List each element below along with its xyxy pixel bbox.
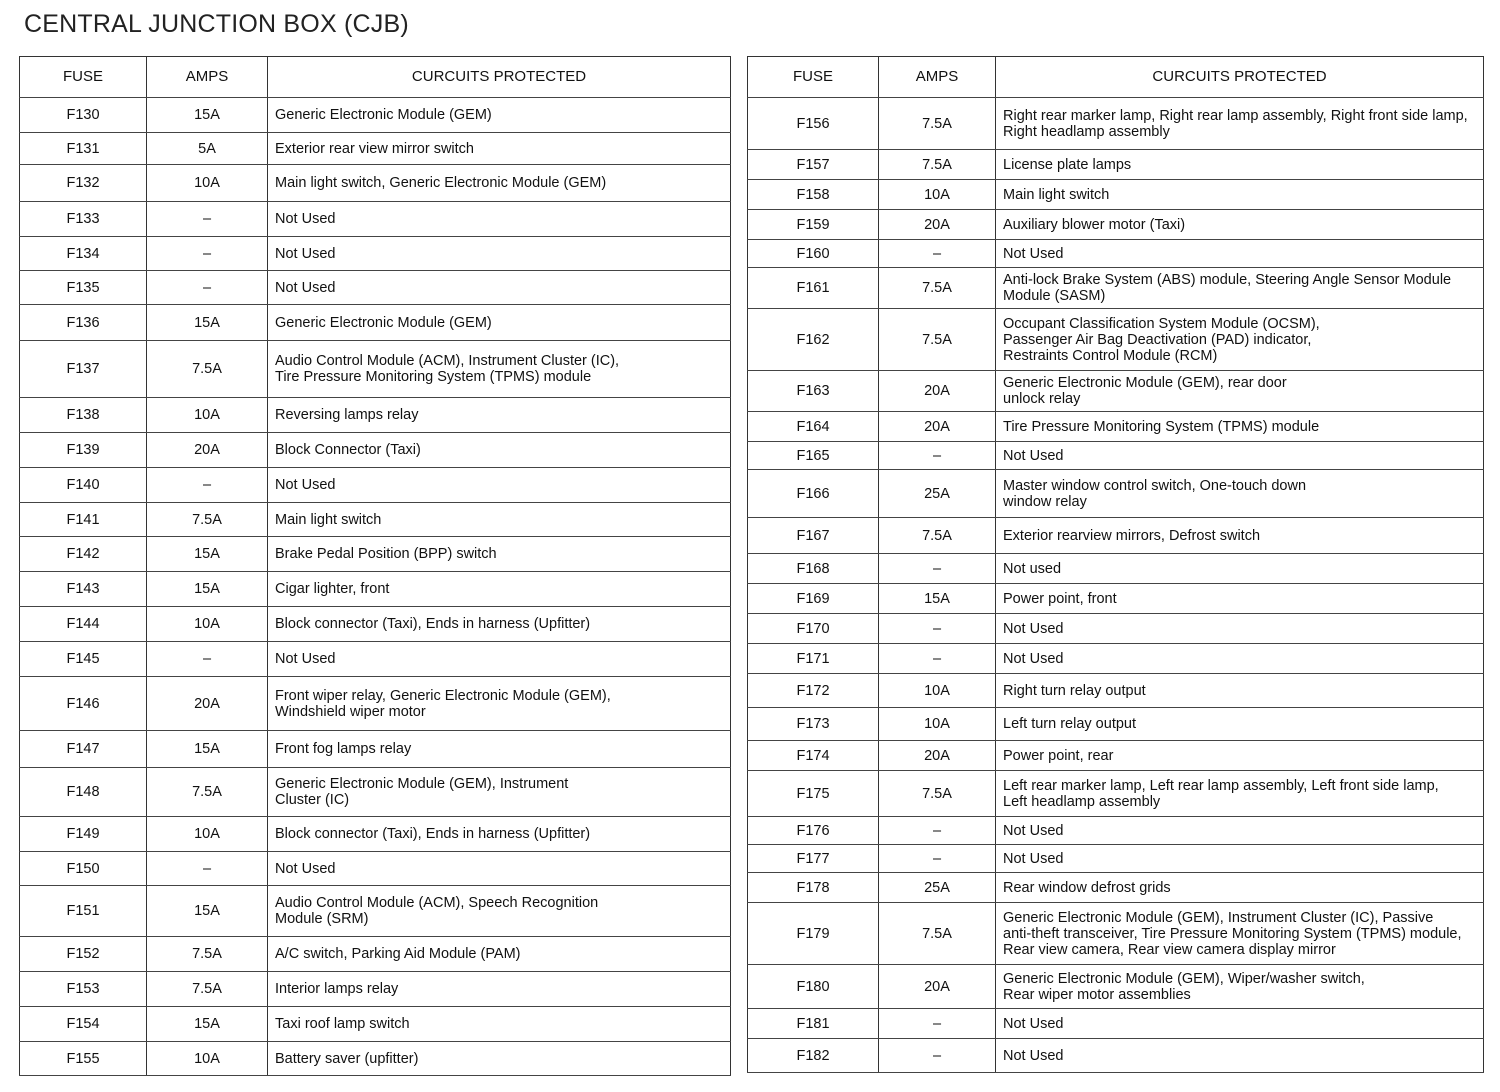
fuse-cell: F169 xyxy=(748,584,879,614)
fuse-cell: F159 xyxy=(748,210,879,240)
fuse-cell: F172 xyxy=(748,674,879,708)
circuits-cell: Left rear marker lamp, Left rear lamp assembly, Left front side lamp, Left headlamp assembly xyxy=(996,771,1484,817)
amps-cell: – xyxy=(879,442,996,470)
circuits-cell: Generic Electronic Module (GEM), Instrument Cluster (IC), Passive anti-theft transceiver, Tire Pressure Monitoring System (TPMS) module, Rear view camera, Rear view camera display mirror xyxy=(996,903,1484,965)
amps-cell: 7.5A xyxy=(879,268,996,309)
table-row xyxy=(20,852,731,886)
fuse-cell: F181 xyxy=(748,1009,879,1039)
fuse-cell: F175 xyxy=(748,771,879,817)
table-row xyxy=(748,210,1484,240)
circuits-cell: Not Used xyxy=(996,614,1484,644)
fuse-cell: F162 xyxy=(748,309,879,371)
circuits-cell: Exterior rear view mirror switch xyxy=(268,133,731,165)
amps-cell: 7.5A xyxy=(879,903,996,965)
amps-cell: – xyxy=(879,817,996,845)
table-row xyxy=(748,614,1484,644)
fuse-cell: F135 xyxy=(20,271,147,305)
fuse-cell: F180 xyxy=(748,965,879,1009)
fuse-cell: F160 xyxy=(748,240,879,268)
table-row xyxy=(20,886,731,937)
fuse-cell: F182 xyxy=(748,1039,879,1073)
amps-cell: 7.5A xyxy=(147,937,268,972)
circuits-cell: Occupant Classification System Module (OCSM), Passenger Air Bag Deactivation (PAD) indicator, Restraints Control Module (RCM) xyxy=(996,309,1484,371)
table-row xyxy=(20,1007,731,1042)
fuse-table-left xyxy=(19,56,731,1076)
fuse-cell: F139 xyxy=(20,433,147,468)
circuits-cell: Not Used xyxy=(268,642,731,677)
amps-cell: 25A xyxy=(879,873,996,903)
amps-cell: 20A xyxy=(879,741,996,771)
circuits-cell: License plate lamps xyxy=(996,150,1484,180)
fuse-table-right-body xyxy=(748,98,1484,1073)
fuse-cell: F170 xyxy=(748,614,879,644)
circuits-cell: Not Used xyxy=(268,271,731,305)
circuits-cell: Battery saver (upfitter) xyxy=(268,1042,731,1076)
circuits-cell: Reversing lamps relay xyxy=(268,398,731,433)
circuits-cell: Main light switch xyxy=(268,503,731,537)
amps-cell: 15A xyxy=(147,98,268,133)
circuits-cell: Not Used xyxy=(268,202,731,237)
fuse-cell: F176 xyxy=(748,817,879,845)
amps-column-header: AMPS xyxy=(879,57,996,98)
table-row xyxy=(20,237,731,271)
fuse-cell: F149 xyxy=(20,817,147,852)
amps-cell: 15A xyxy=(147,537,268,572)
fuse-cell: F130 xyxy=(20,98,147,133)
amps-cell: – xyxy=(147,271,268,305)
circuits-cell: Not Used xyxy=(268,468,731,503)
amps-cell: 7.5A xyxy=(879,98,996,150)
table-row xyxy=(748,584,1484,614)
table-header-row xyxy=(20,57,731,98)
table-row xyxy=(20,642,731,677)
amps-cell: 15A xyxy=(147,305,268,341)
fuse-cell: F173 xyxy=(748,708,879,741)
amps-cell: 15A xyxy=(147,572,268,607)
table-row xyxy=(748,674,1484,708)
fuse-cell: F171 xyxy=(748,644,879,674)
fuse-cell: F155 xyxy=(20,1042,147,1076)
circuits-cell: Not Used xyxy=(996,442,1484,470)
circuits-cell: Audio Control Module (ACM), Speech Recognition Module (SRM) xyxy=(268,886,731,937)
amps-cell: 15A xyxy=(147,731,268,768)
fuse-table-left-body xyxy=(20,98,731,1076)
table-row xyxy=(20,503,731,537)
amps-cell: – xyxy=(147,468,268,503)
amps-cell: 7.5A xyxy=(147,768,268,817)
amps-cell: 10A xyxy=(147,607,268,642)
circuits-column-header: CURCUITS PROTECTED xyxy=(996,57,1484,98)
fuse-cell: F137 xyxy=(20,341,147,398)
circuits-cell: Block Connector (Taxi) xyxy=(268,433,731,468)
circuits-cell: Interior lamps relay xyxy=(268,972,731,1007)
circuits-column-header: CURCUITS PROTECTED xyxy=(268,57,731,98)
fuse-cell: F163 xyxy=(748,371,879,412)
table-row xyxy=(20,572,731,607)
fuse-cell: F166 xyxy=(748,470,879,518)
table-row xyxy=(20,731,731,768)
table-row xyxy=(20,398,731,433)
circuits-cell: Not Used xyxy=(996,817,1484,845)
amps-cell: 10A xyxy=(879,708,996,741)
fuse-cell: F147 xyxy=(20,731,147,768)
circuits-cell: Rear window defrost grids xyxy=(996,873,1484,903)
circuits-cell: Exterior rearview mirrors, Defrost switch xyxy=(996,518,1484,554)
amps-cell: 7.5A xyxy=(147,341,268,398)
table-row xyxy=(20,817,731,852)
circuits-cell: Not Used xyxy=(996,644,1484,674)
fuse-cell: F145 xyxy=(20,642,147,677)
amps-cell: – xyxy=(879,644,996,674)
table-row xyxy=(20,607,731,642)
circuits-cell: Not Used xyxy=(996,1039,1484,1073)
amps-cell: 20A xyxy=(879,412,996,442)
amps-cell: 10A xyxy=(147,165,268,202)
circuits-cell: Not Used xyxy=(996,1009,1484,1039)
fuse-cell: F151 xyxy=(20,886,147,937)
table-row xyxy=(748,771,1484,817)
amps-cell: – xyxy=(147,237,268,271)
table-row xyxy=(748,268,1484,309)
amps-cell: 7.5A xyxy=(879,309,996,371)
amps-cell: – xyxy=(879,1009,996,1039)
fuse-cell: F138 xyxy=(20,398,147,433)
circuits-cell: Master window control switch, One-touch down window relay xyxy=(996,470,1484,518)
amps-cell: 7.5A xyxy=(147,972,268,1007)
fuse-cell: F161 xyxy=(748,268,879,309)
amps-cell: 7.5A xyxy=(879,518,996,554)
amps-cell: – xyxy=(879,1039,996,1073)
amps-cell: 10A xyxy=(879,674,996,708)
amps-cell: 10A xyxy=(147,1042,268,1076)
amps-cell: – xyxy=(147,202,268,237)
circuits-cell: Generic Electronic Module (GEM) xyxy=(268,305,731,341)
table-row xyxy=(20,341,731,398)
fuse-cell: F154 xyxy=(20,1007,147,1042)
fuse-cell: F153 xyxy=(20,972,147,1007)
table-row xyxy=(748,554,1484,584)
circuits-cell: Not Used xyxy=(268,237,731,271)
table-row xyxy=(748,1009,1484,1039)
fuse-cell: F178 xyxy=(748,873,879,903)
table-row xyxy=(20,1042,731,1076)
table-row xyxy=(748,150,1484,180)
table-row xyxy=(748,873,1484,903)
fuse-cell: F141 xyxy=(20,503,147,537)
fuse-cell: F136 xyxy=(20,305,147,341)
circuits-cell: Not Used xyxy=(268,852,731,886)
circuits-cell: Audio Control Module (ACM), Instrument Cluster (IC), Tire Pressure Monitoring System (TPMS) module xyxy=(268,341,731,398)
page-title: CENTRAL JUNCTION BOX (CJB) xyxy=(24,10,409,38)
circuits-cell: Power point, rear xyxy=(996,741,1484,771)
table-row xyxy=(748,518,1484,554)
circuits-cell: Block connector (Taxi), Ends in harness (Upfitter) xyxy=(268,607,731,642)
table-row xyxy=(748,817,1484,845)
amps-cell: 20A xyxy=(879,210,996,240)
amps-cell: – xyxy=(147,852,268,886)
table-row xyxy=(20,305,731,341)
circuits-cell: A/C switch, Parking Aid Module (PAM) xyxy=(268,937,731,972)
table-row xyxy=(748,98,1484,150)
table-row xyxy=(748,708,1484,741)
circuits-cell: Cigar lighter, front xyxy=(268,572,731,607)
fuse-cell: F148 xyxy=(20,768,147,817)
table-row xyxy=(748,644,1484,674)
table-row xyxy=(20,768,731,817)
amps-cell: 20A xyxy=(147,677,268,731)
amps-cell: 25A xyxy=(879,470,996,518)
circuits-cell: Block connector (Taxi), Ends in harness (Upfitter) xyxy=(268,817,731,852)
fuse-cell: F167 xyxy=(748,518,879,554)
circuits-cell: Brake Pedal Position (BPP) switch xyxy=(268,537,731,572)
amps-cell: 15A xyxy=(147,886,268,937)
fuse-cell: F140 xyxy=(20,468,147,503)
table-row xyxy=(748,309,1484,371)
fuse-cell: F168 xyxy=(748,554,879,584)
circuits-cell: Left turn relay output xyxy=(996,708,1484,741)
amps-cell: 10A xyxy=(879,180,996,210)
table-row xyxy=(748,965,1484,1009)
amps-column-header: AMPS xyxy=(147,57,268,98)
circuits-cell: Main light switch, Generic Electronic Module (GEM) xyxy=(268,165,731,202)
circuits-cell: Generic Electronic Module (GEM) xyxy=(268,98,731,133)
circuits-cell: Tire Pressure Monitoring System (TPMS) module xyxy=(996,412,1484,442)
amps-cell: – xyxy=(879,240,996,268)
table-header-row xyxy=(748,57,1484,98)
fuse-cell: F144 xyxy=(20,607,147,642)
fuse-cell: F156 xyxy=(748,98,879,150)
circuits-cell: Power point, front xyxy=(996,584,1484,614)
amps-cell: 7.5A xyxy=(879,771,996,817)
table-row xyxy=(748,180,1484,210)
table-row xyxy=(20,937,731,972)
fuse-cell: F133 xyxy=(20,202,147,237)
fuse-cell: F131 xyxy=(20,133,147,165)
table-row xyxy=(748,903,1484,965)
fuse-cell: F164 xyxy=(748,412,879,442)
circuits-cell: Taxi roof lamp switch xyxy=(268,1007,731,1042)
amps-cell: 5A xyxy=(147,133,268,165)
circuits-cell: Anti-lock Brake System (ABS) module, Steering Angle Sensor Module Module (SASM) xyxy=(996,268,1484,309)
amps-cell: 15A xyxy=(147,1007,268,1042)
fuse-cell: F146 xyxy=(20,677,147,731)
amps-cell: 20A xyxy=(147,433,268,468)
fuse-cell: F158 xyxy=(748,180,879,210)
circuits-cell: Front fog lamps relay xyxy=(268,731,731,768)
table-row xyxy=(748,1039,1484,1073)
table-row xyxy=(20,202,731,237)
table-row xyxy=(20,537,731,572)
table-row xyxy=(20,468,731,503)
table-row xyxy=(20,98,731,133)
amps-cell: 20A xyxy=(879,965,996,1009)
table-row xyxy=(748,412,1484,442)
table-row xyxy=(20,165,731,202)
amps-cell: – xyxy=(879,554,996,584)
fuse-cell: F177 xyxy=(748,845,879,873)
amps-cell: 7.5A xyxy=(879,150,996,180)
circuits-cell: Auxiliary blower motor (Taxi) xyxy=(996,210,1484,240)
fuse-cell: F179 xyxy=(748,903,879,965)
circuits-cell: Generic Electronic Module (GEM), Instrument Cluster (IC) xyxy=(268,768,731,817)
amps-cell: 10A xyxy=(147,398,268,433)
table-row xyxy=(20,972,731,1007)
fuse-cell: F152 xyxy=(20,937,147,972)
amps-cell: – xyxy=(879,614,996,644)
fuse-cell: F165 xyxy=(748,442,879,470)
table-row xyxy=(748,442,1484,470)
table-row xyxy=(748,240,1484,268)
table-row xyxy=(20,271,731,305)
fuse-cell: F132 xyxy=(20,165,147,202)
amps-cell: – xyxy=(147,642,268,677)
circuits-cell: Generic Electronic Module (GEM), Wiper/washer switch, Rear wiper motor assemblies xyxy=(996,965,1484,1009)
table-row xyxy=(748,845,1484,873)
fuse-column-header: FUSE xyxy=(20,57,147,98)
circuits-cell: Right rear marker lamp, Right rear lamp assembly, Right front side lamp, Right headlamp assembly xyxy=(996,98,1484,150)
fuse-cell: F143 xyxy=(20,572,147,607)
circuits-cell: Not used xyxy=(996,554,1484,584)
amps-cell: 20A xyxy=(879,371,996,412)
circuits-cell: Front wiper relay, Generic Electronic Module (GEM), Windshield wiper motor xyxy=(268,677,731,731)
fuse-column-header: FUSE xyxy=(748,57,879,98)
amps-cell: – xyxy=(879,845,996,873)
table-row xyxy=(748,741,1484,771)
table-row xyxy=(20,133,731,165)
table-row xyxy=(748,470,1484,518)
amps-cell: 7.5A xyxy=(147,503,268,537)
fuse-table-right xyxy=(747,56,1484,1073)
table-row xyxy=(748,371,1484,412)
circuits-cell: Main light switch xyxy=(996,180,1484,210)
fuse-cell: F150 xyxy=(20,852,147,886)
fuse-cell: F157 xyxy=(748,150,879,180)
table-row xyxy=(20,433,731,468)
table-row xyxy=(20,677,731,731)
circuits-cell: Right turn relay output xyxy=(996,674,1484,708)
amps-cell: 10A xyxy=(147,817,268,852)
amps-cell: 15A xyxy=(879,584,996,614)
fuse-cell: F142 xyxy=(20,537,147,572)
circuits-cell: Not Used xyxy=(996,240,1484,268)
circuits-cell: Not Used xyxy=(996,845,1484,873)
circuits-cell: Generic Electronic Module (GEM), rear door unlock relay xyxy=(996,371,1484,412)
fuse-cell: F134 xyxy=(20,237,147,271)
fuse-cell: F174 xyxy=(748,741,879,771)
